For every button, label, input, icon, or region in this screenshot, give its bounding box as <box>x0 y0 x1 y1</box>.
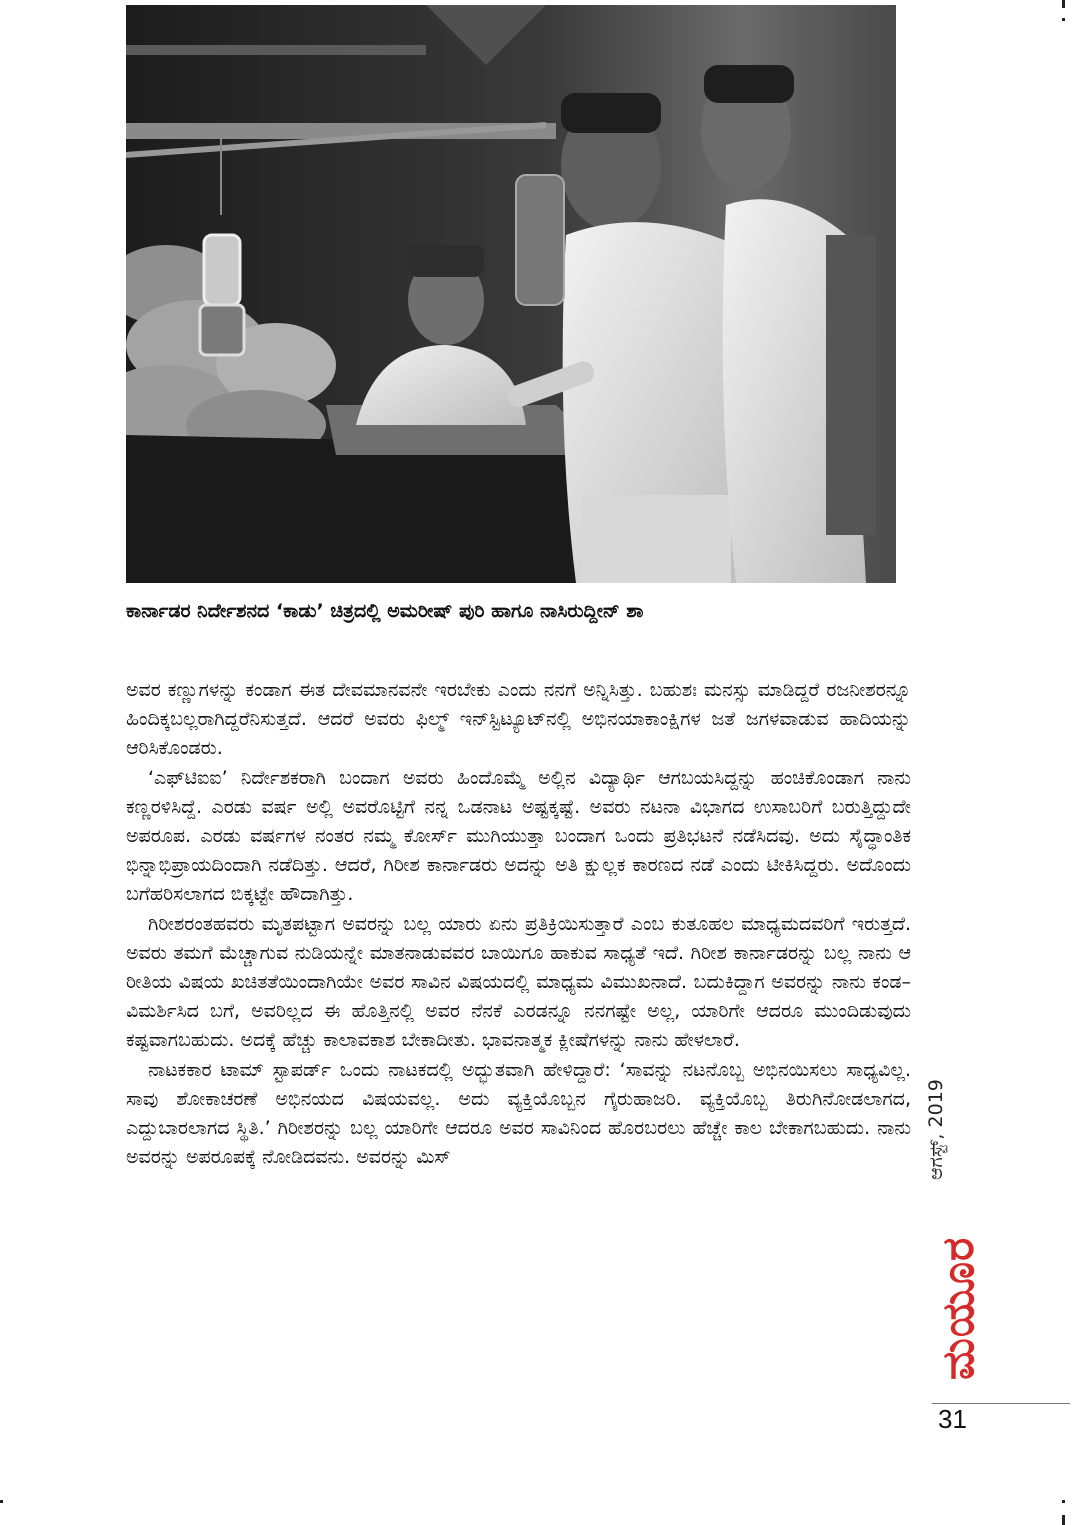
article-paragraph: ಅವರ ಕಣ್ಣುಗಳನ್ನು ಕಂಡಾಗ ಈತ ದೇವಮಾನವನೇ ಇರಬೇಕು ಎಂದು ನನಗೆ ಅನ್ನಿಸಿತ್ತು. ಬಹುಶಃ ಮನಸ್ಸು ಮಾಡಿದ್ದರೆ ರಜನೀಶರನ್ನೂ ಹಿಂದಿಕ್ಕಬಲ್ಲರಾಗಿದ್ದರೆನಿಸುತ್ತದೆ. ಆದರೆ ಅವರು ಫಿಲ್ಮ್ ಇನ್‌ಸ್ಟಿಟ್ಯೂಟ್‌ನಲ್ಲಿ ಅಭಿನಯಾಕಾಂಕ್ಷಿಗಳ ಜತೆ ಜಗಳವಾಡುವ ಹಾದಿಯನ್ನು ಆರಿಸಿಕೊಂಡರು. <box>126 679 911 760</box>
issue-date: ಆಗಸ್ಟ್, 2019 <box>925 1079 947 1180</box>
article-paragraph: ಗಿರೀಶರಂತಹವರು ಮೃತಪಟ್ಟಾಗ ಅವರನ್ನು ಬಲ್ಲ ಯಾರು ಏನು ಪ್ರತಿಕ್ರಿಯಿಸುತ್ತಾರೆ ಎಂಬ ಕುತೂಹಲ ಮಾಧ್ಯಮದವರಿಗೆ ಇರುತ್ತದೆ. ಅವರು ತಮಗೆ ಮೆಚ್ಚಾಗುವ ನುಡಿಯನ್ನೇ ಮಾತನಾಡುವವರ ಬಾಯಿಗೂ ಹಾಕುವ ಸಾಧ್ಯತೆ ಇದೆ. ಗಿರೀಶ ಕಾರ್ನಾಡರನ್ನು ಬಲ್ಲ ನಾನು ಆ ರೀತಿಯ ವಿಷಯ ಖಚಿತತೆಯಿಂದಾಗಿಯೇ ಅವರ ಸಾವಿನ ವಿಷಯದಲ್ಲಿ ಮಾಧ್ಯಮ ವಿಮುಖನಾದೆ. ಬದುಕಿದ್ದಾಗ ಅವರನ್ನು ನಾನು ಕಂಡ–ವಿಮರ್ಶಿಸಿದ ಬಗೆ, ಅವರಿಲ್ಲದ ಈ ಹೊತ್ತಿನಲ್ಲಿ ಅವರ ನೆನಕೆ ಎರಡನ್ನೂ ನನಗಷ್ಟೇ ಅಲ್ಲ, ಯಾರಿಗೇ ಆದರೂ ಮುಂದಿಡುವುದು ಕಷ್ಟವಾಗಬಹುದು. ಅದಕ್ಕೆ ಹೆಚ್ಚು ಕಾಲಾವಕಾಶ ಬೇಕಾದೀತು. ಭಾವನಾತ್ಮಕ ಕ್ಲೀಷೆಗಳನ್ನು ನಾನು ಹೇಳಲಾರೆ. <box>126 912 911 1052</box>
photo-illustration <box>126 5 896 583</box>
article-paragraph: ನಾಟಕಕಾರ ಟಾಮ್ ಸ್ಟಾಪರ್ಡ್ ಒಂದು ನಾಟಕದಲ್ಲಿ ಅದ್ಭುತವಾಗಿ ಹೇಳಿದ್ದಾರೆ: ‘ಸಾವನ್ನು ನಟನೊಬ್ಬ ಅಭಿನಯಿಸಲು ಸಾಧ್ಯವಿಲ್ಲ. ಸಾವು ಶೋಕಾಚರಣೆ ಅಭಿನಯದ ವಿಷಯವಲ್ಲ. ಅದು ವ್ಯಕ್ತಿಯೊಬ್ಬನ ಗೈರುಹಾಜರಿ. ವ್ಯಕ್ತಿಯೊಬ್ಬ ತಿರುಗಿನೋಡಲಾಗದ, ಎದ್ದುಬಾರಲಾಗದ ಸ್ಥಿತಿ.’ ಗಿರೀಶರನ್ನು ಬಲ್ಲ ಯಾರಿಗೇ ಆದರೂ ಅವರ ಸಾವಿನಿಂದ ಹೊರಬರಲು ಹೆಚ್ಚೇ ಕಾಲ ಬೇಕಾಗಬಹುದು. ನಾನು ಅವರನ್ನು ಅಪರೂಪಕ್ಕೆ ನೋಡಿದವನು. ಅವರನ್ನು ಮಿಸ್ <box>126 1058 911 1169</box>
film-still-photo <box>126 5 896 583</box>
photo-caption: ಕಾರ್ನಾಡರ ನಿರ್ದೇಶನದ ‘ಕಾಡು’ ಚಿತ್ರದಲ್ಲಿ ಅಮರೀಷ್ ಪುರಿ ಹಾಗೂ ನಾಸಿರುದ್ದೀನ್ ಶಾ <box>126 600 644 622</box>
crop-mark <box>0 1500 3 1503</box>
crop-mark <box>1062 18 1065 21</box>
crop-mark <box>1062 1500 1065 1503</box>
article-paragraph: ‘ಎಫ್‌ಟಿಐಐ’ ನಿರ್ದೇಶಕರಾಗಿ ಬಂದಾಗ ಅವರು ಹಿಂದೊಮ್ಮೆ ಅಲ್ಲಿನ ವಿದ್ಯಾರ್ಥಿ ಆಗಬಯಸಿದ್ದನ್ನು ಹಂಚಿಕೊಂಡಾಗ ನಾನು ಕಣ್ಣರಳಿಸಿದ್ದೆ. ಎರಡು ವರ್ಷ ಅಲ್ಲಿ ಅವರೊಟ್ಟಿಗೆ ನನ್ನ ಒಡನಾಟ ಅಷ್ಟಕ್ಕಷ್ಟೆ. ಅವರು ನಟನಾ ವಿಭಾಗದ ಉಸಾಬರಿಗೆ ಬರುತ್ತಿದ್ದುದೇ ಅಪರೂಪ. ಎರಡು ವರ್ಷಗಳ ನಂತರ ನಮ್ಮ ಕೋರ್ಸ್ ಮುಗಿಯುತ್ತಾ ಬಂದಾಗ ಒಂದು ಪ್ರತಿಭಟನೆ ನಡೆಸಿದವು. ಅದು ಸೈದ್ಧಾಂತಿಕ ಭಿನ್ನಾಭಿಪ್ರಾಯದಿಂದಾಗಿ ನಡೆದಿತ್ತು. ಆದರೆ, ಗಿರೀಶ ಕಾರ್ನಾಡರು ಅದನ್ನು ಅತಿ ಕ್ಷುಲ್ಲಕ ಕಾರಣದ ನಡೆ ಎಂದು ಟೀಕಿಸಿದ್ದರು. ಅದೊಂದು ಬಗೆಹರಿಸಲಾಗದ ಬಿಕ್ಕಟ್ಟೇ ಹೌದಾಗಿತ್ತು. <box>126 766 911 906</box>
magazine-logo: ಮಯೂರ <box>933 1236 984 1380</box>
article-body <box>126 676 911 1172</box>
crop-mark <box>1062 0 1065 8</box>
crop-mark <box>1062 1515 1065 1525</box>
page-number: 31 <box>938 1404 967 1434</box>
